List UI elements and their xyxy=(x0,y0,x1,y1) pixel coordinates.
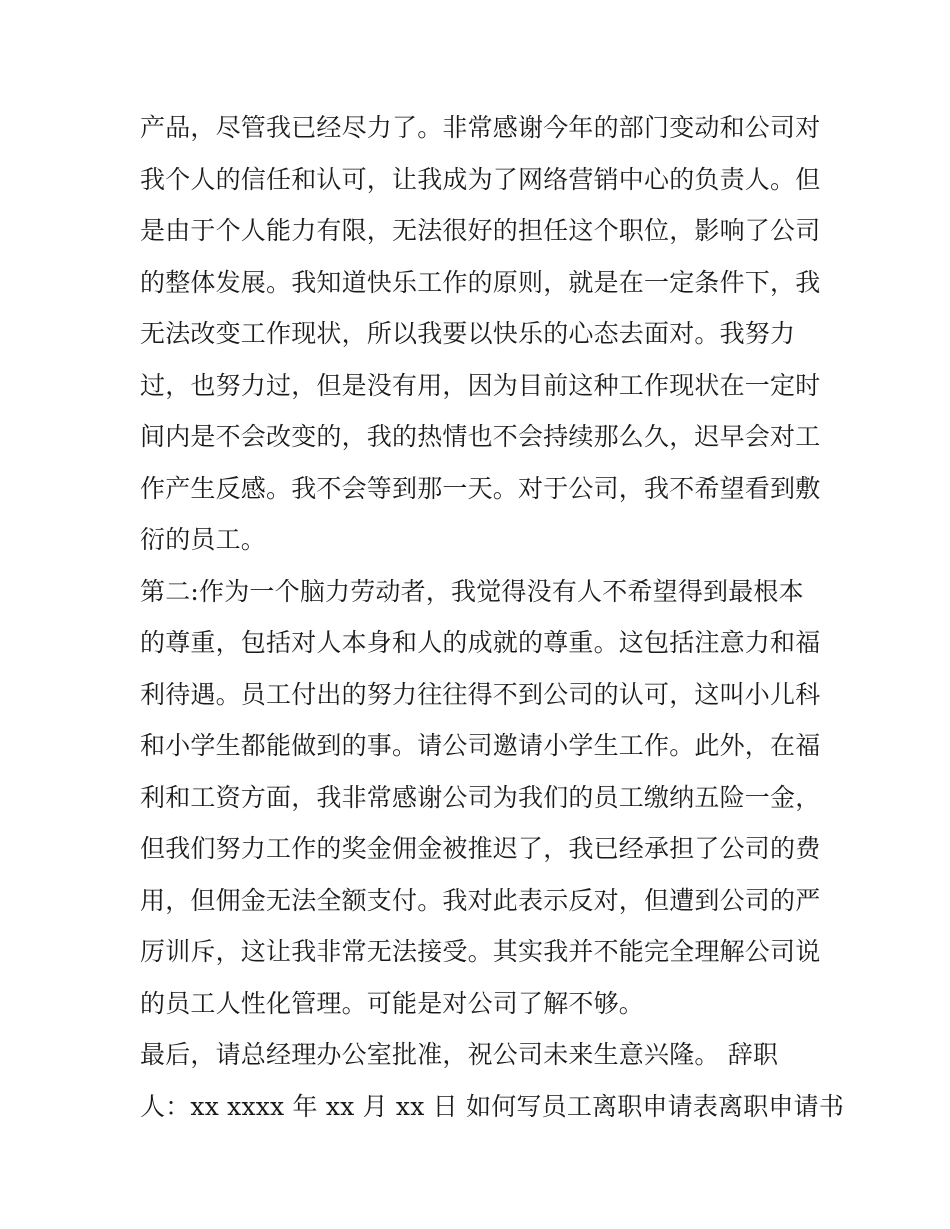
text-line: 是由于个人能力有限，无法很好的担任这个职位，影响了公司 xyxy=(140,216,821,245)
text-line: 衍的员工。 xyxy=(140,525,267,554)
text-line: 人：xx xxxx 年 xx 月 xx 日 如何写员工离职申请表离职申请书 xyxy=(140,1091,845,1121)
text-line: 利待遇。员工付出的努力往往得不到公司的认可，这叫小儿科 xyxy=(140,679,821,709)
text-line: 利和工资方面，我非常感谢公司为我们的员工缴纳五险一金， xyxy=(140,782,821,812)
text-line: 第二:作为一个脑力劳动者，我觉得没有人不希望得到最根本 xyxy=(140,576,804,606)
text-line: 但我们努力工作的奖金佣金被推迟了，我已经承担了公司的费 xyxy=(140,834,821,863)
text-line: 我个人的信任和认可，让我成为了网络营销中心的负责人。但 xyxy=(140,164,821,194)
text-line: 最后，请总经理办公室批准，祝公司未来生意兴隆。 辞职 xyxy=(140,1040,779,1069)
text-line: 和小学生都能做到的事。请公司邀请小学生工作。此外，在福 xyxy=(140,731,821,760)
text-line: 过，也努力过，但是没有用，因为目前这种工作现状在一定时 xyxy=(140,370,821,400)
text-line: 产品，尽管我已经尽力了。非常感谢今年的部门变动和公司对 xyxy=(140,113,821,142)
text-line: 的尊重，包括对人本身和人的成就的尊重。这包括注意力和福 xyxy=(140,628,821,657)
text-line: 间内是不会改变的，我的热情也不会持续那么久，迟早会对工 xyxy=(140,422,821,451)
text-line: 厉训斥，这让我非常无法接受。其实我并不能完全理解公司说 xyxy=(140,937,821,966)
text-line: 的整体发展。我知道快乐工作的原则，就是在一定条件下，我 xyxy=(140,267,821,297)
text-line: 的员工人性化管理。可能是对公司了解不够。 xyxy=(140,988,645,1018)
document-body xyxy=(140,102,845,1132)
text-line: 作产生反感。我不会等到那一天。对于公司，我不希望看到敷 xyxy=(140,473,821,503)
text-line: 无法改变工作现状，所以我要以快乐的心态去面对。我努力 xyxy=(140,319,796,348)
text-line: 用，但佣金无法全额支付。我对此表示反对，但遭到公司的严 xyxy=(140,885,821,915)
